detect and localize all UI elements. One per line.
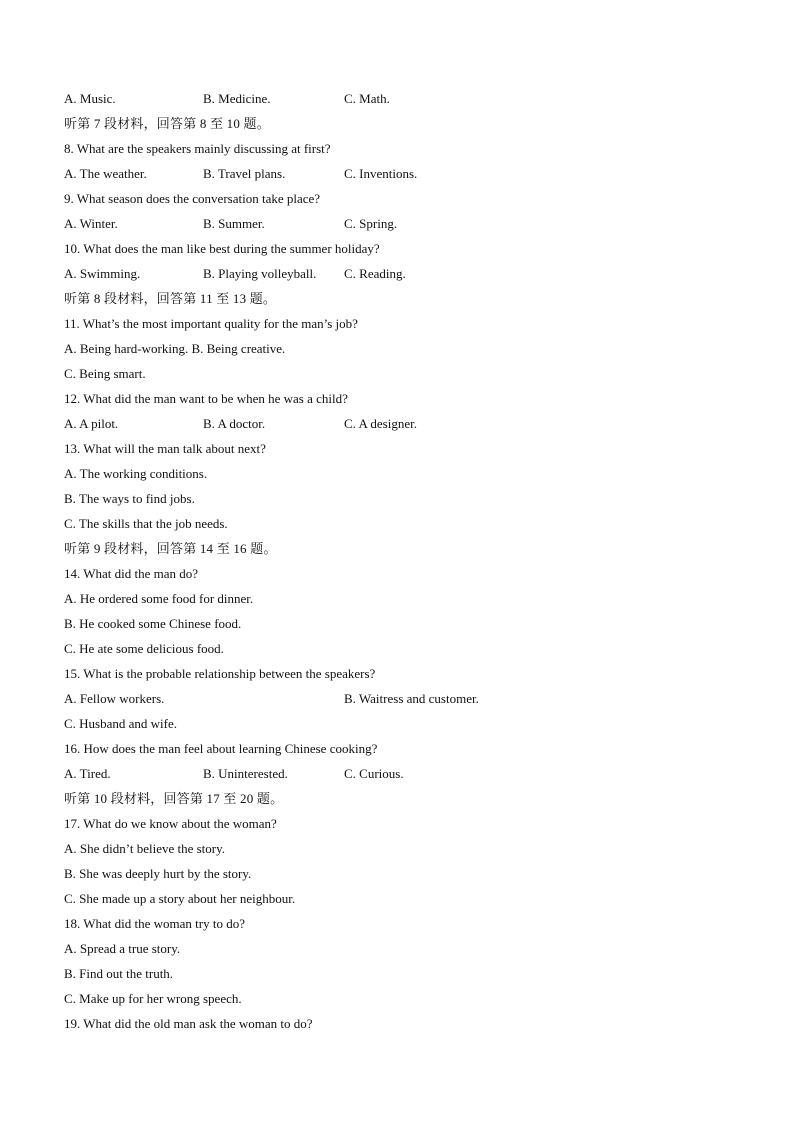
answer-option: B. Medicine. bbox=[203, 91, 271, 106]
answer-option: C. A designer. bbox=[344, 416, 417, 431]
question-text: 11. What’s the most important quality for the man’s job? bbox=[64, 316, 358, 331]
answer-option: C. Being smart. bbox=[64, 366, 146, 381]
answer-option: B. She was deeply hurt by the story. bbox=[64, 866, 252, 881]
answer-option: A. Winter. bbox=[64, 216, 118, 231]
answer-option: C. Husband and wife. bbox=[64, 716, 178, 731]
answer-option: C. Inventions. bbox=[344, 166, 418, 181]
answer-option: A. The weather. bbox=[64, 166, 147, 181]
answer-option: A. She didn’t believe the story. bbox=[64, 841, 226, 856]
question-text: 8. What are the speakers mainly discussing at first? bbox=[64, 141, 331, 156]
answer-option: B. A doctor. bbox=[203, 416, 266, 431]
section-instruction: 听第 7 段材料，回答第 8 至 10 题。 bbox=[64, 116, 270, 131]
answer-option: B. Waitress and customer. bbox=[344, 691, 479, 706]
question-text: 15. What is the probable relationship between the speakers? bbox=[64, 666, 376, 681]
answer-option: A. He ordered some food for dinner. bbox=[64, 591, 254, 606]
answer-option: C. Reading. bbox=[344, 266, 406, 281]
answer-option: C. He ate some delicious food. bbox=[64, 641, 224, 656]
question-text: 16. How does the man feel about learning Chinese cooking? bbox=[64, 741, 378, 756]
question-text: 13. What will the man talk about next? bbox=[64, 441, 266, 456]
answer-option: A. The working conditions. bbox=[64, 466, 208, 481]
section-instruction: 听第 8 段材料，回答第 11 至 13 题。 bbox=[64, 291, 277, 306]
answer-option: B. Summer. bbox=[203, 216, 265, 231]
question-text: 10. What does the man like best during the summer holiday? bbox=[64, 241, 380, 256]
answer-option: C. She made up a story about her neighbour. bbox=[64, 891, 296, 906]
question-text: 18. What did the woman try to do? bbox=[64, 916, 246, 931]
answer-option: B. The ways to find jobs. bbox=[64, 491, 195, 506]
question-text: 12. What did the man want to be when he was a child? bbox=[64, 391, 348, 406]
answer-option: A. Tired. bbox=[64, 766, 111, 781]
answer-option: A. Swimming. bbox=[64, 266, 141, 281]
question-text: 9. What season does the conversation take place? bbox=[64, 191, 321, 206]
answer-option: C. Spring. bbox=[344, 216, 398, 231]
answer-option: C. Curious. bbox=[344, 766, 404, 781]
section-instruction: 听第 9 段材料，回答第 14 至 16 题。 bbox=[64, 541, 277, 556]
section-instruction: 听第 10 段材料，回答第 17 至 20 题。 bbox=[64, 791, 284, 806]
answer-option: B. He cooked some Chinese food. bbox=[64, 616, 242, 631]
question-text: 19. What did the old man ask the woman to do? bbox=[64, 1016, 313, 1031]
answer-option: B. Travel plans. bbox=[203, 166, 286, 181]
answer-option: A. Being hard-working. B. Being creative. bbox=[64, 341, 286, 356]
answer-option: A. Spread a true story. bbox=[64, 941, 181, 956]
answer-option: A. Fellow workers. bbox=[64, 691, 165, 706]
answer-option: C. The skills that the job needs. bbox=[64, 516, 228, 531]
answer-option: C. Math. bbox=[344, 91, 390, 106]
answer-option: B. Playing volleyball. bbox=[203, 266, 317, 281]
answer-option: A. A pilot. bbox=[64, 416, 119, 431]
answer-option: B. Uninterested. bbox=[203, 766, 288, 781]
answer-option: C. Make up for her wrong speech. bbox=[64, 991, 242, 1006]
question-text: 17. What do we know about the woman? bbox=[64, 816, 277, 831]
answer-option: B. Find out the truth. bbox=[64, 966, 174, 981]
question-text: 14. What did the man do? bbox=[64, 566, 199, 581]
answer-option: A. Music. bbox=[64, 91, 116, 106]
